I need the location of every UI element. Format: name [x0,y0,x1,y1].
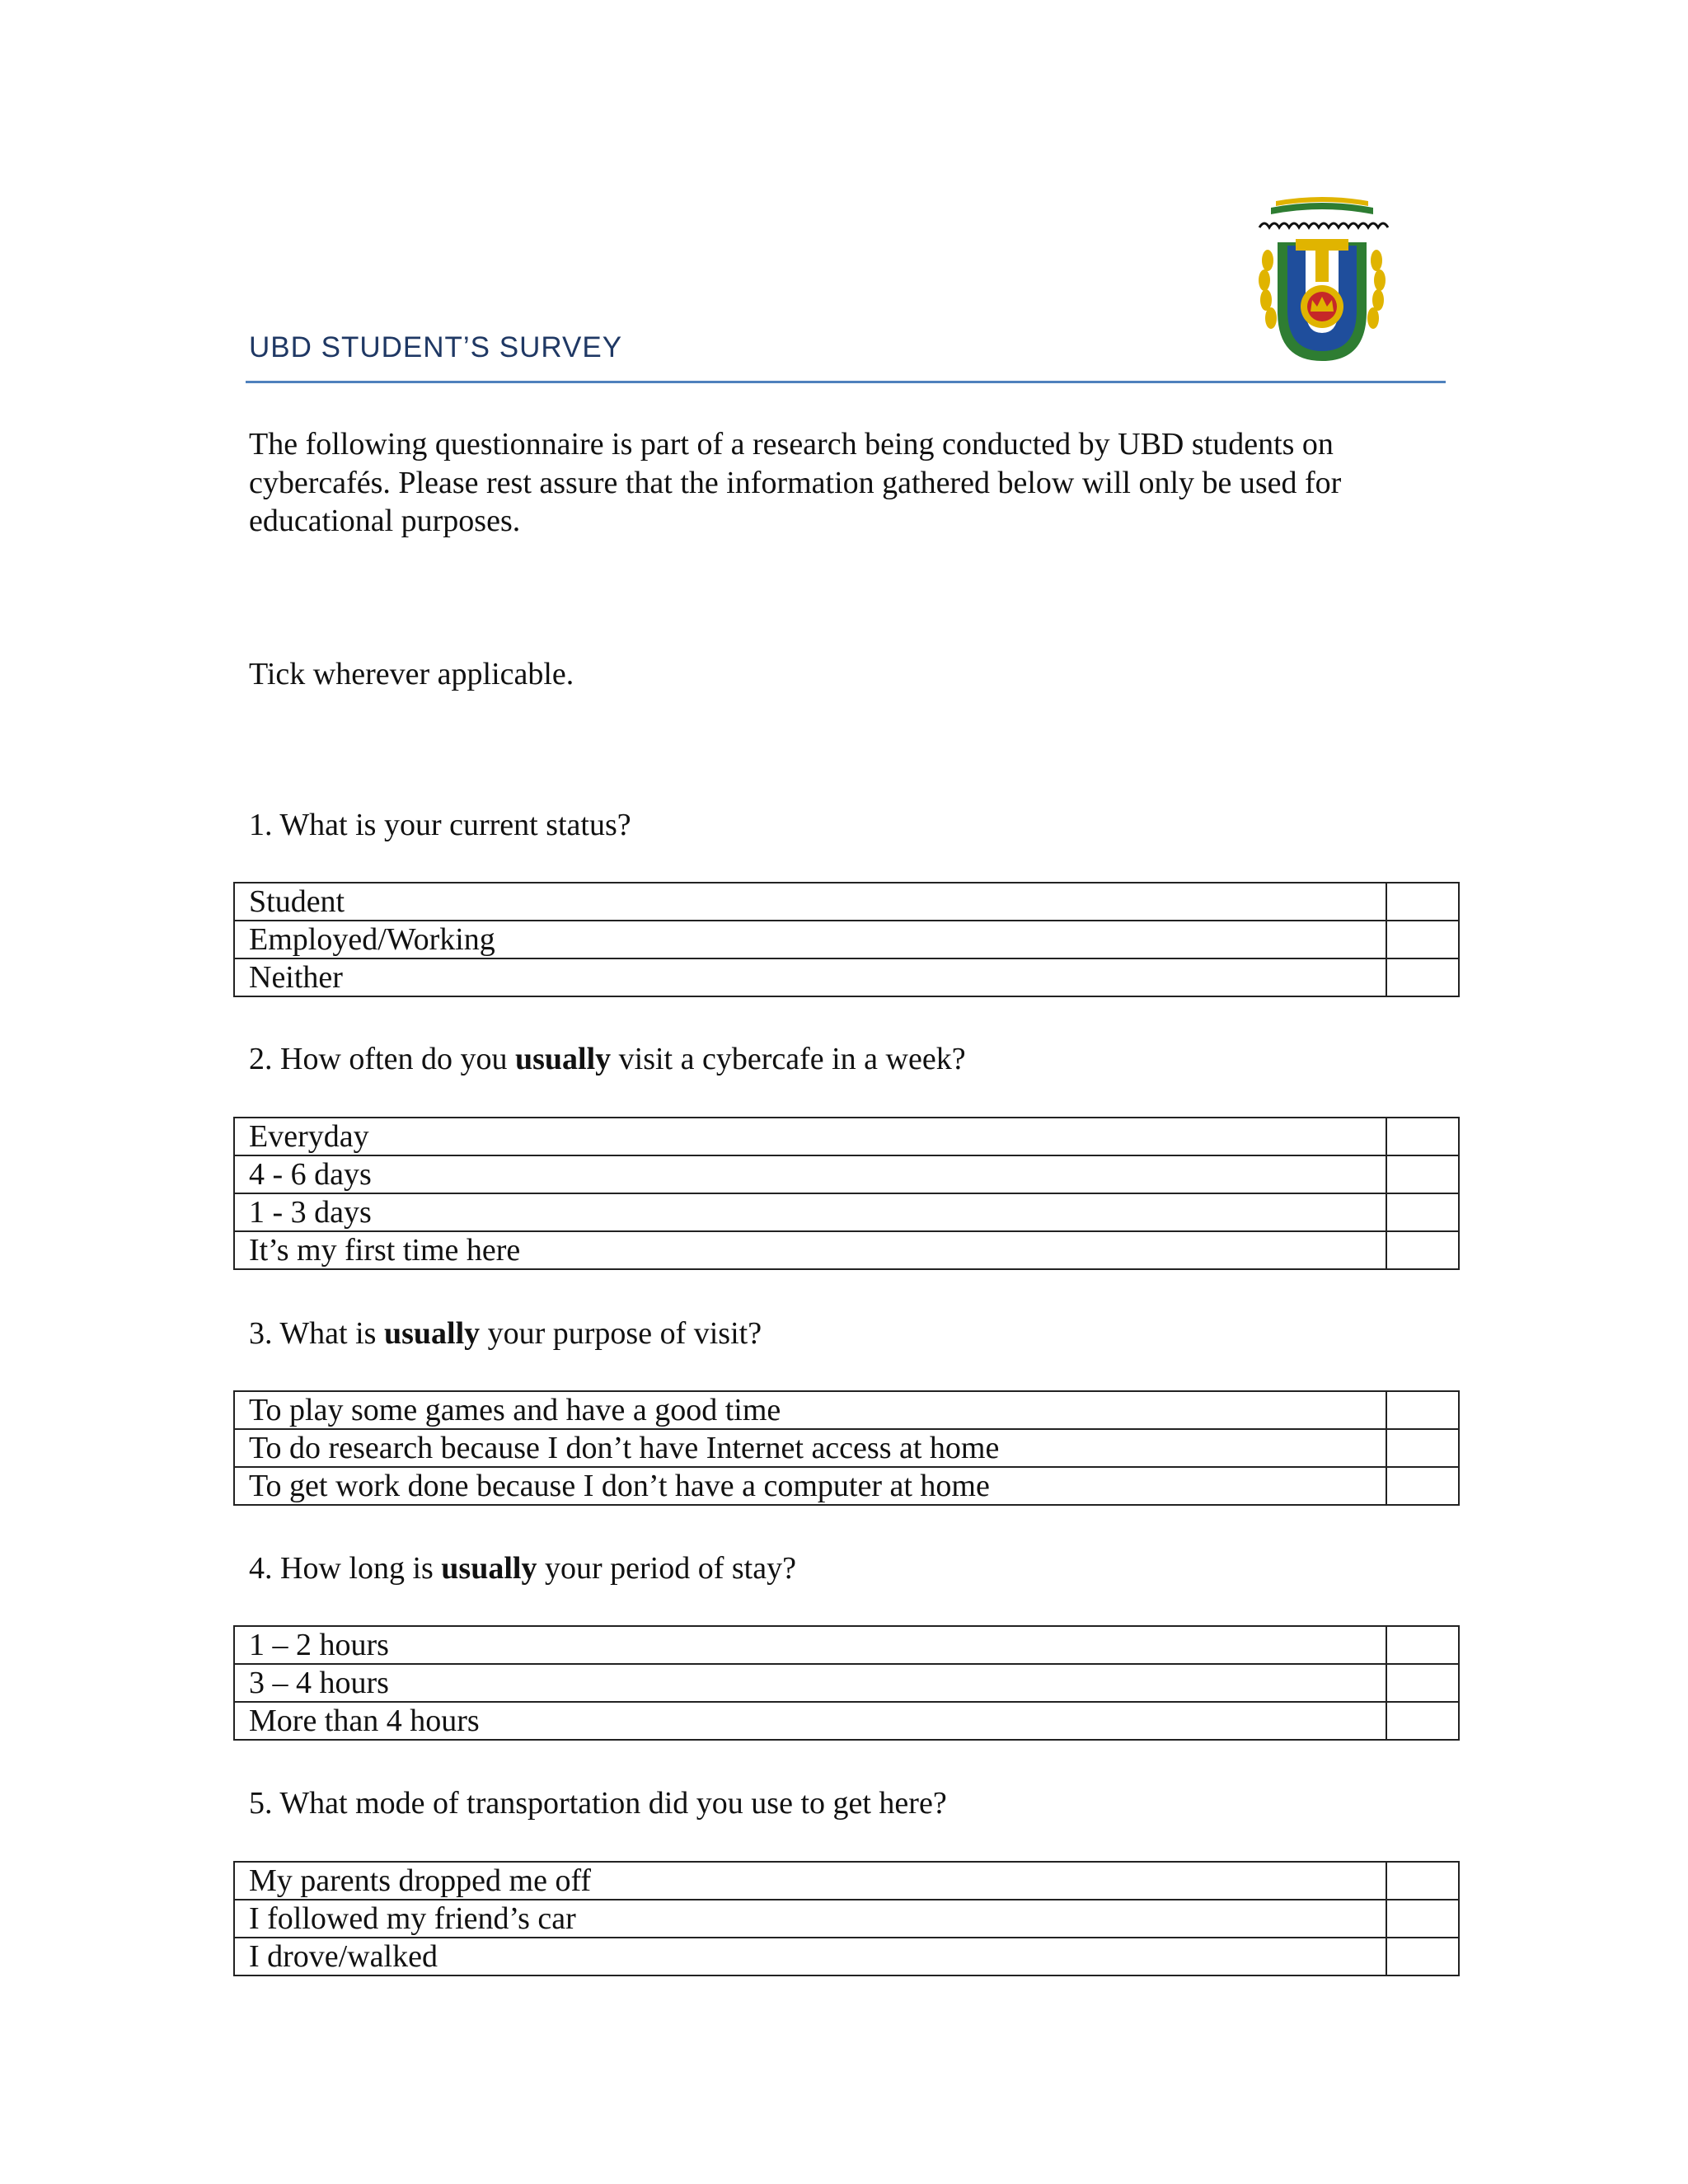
option-label: Neither [234,958,1386,996]
option-label: Student [234,883,1386,921]
option-row [234,1862,1459,1900]
question-3-options [233,1390,1460,1506]
question-text-end: your period of stay? [537,1551,796,1586]
option-label: I followed my friend’s car [234,1900,1386,1938]
tick-box[interactable] [1386,1862,1459,1900]
question-text-end: visit a cybercafe in a week? [611,1042,966,1076]
question-text: 3. What is [249,1316,384,1351]
option-label: It’s my first time here [234,1231,1386,1269]
option-label: 1 – 2 hours [234,1626,1386,1664]
tick-box[interactable] [1386,1391,1459,1429]
university-crest-logo [1246,196,1398,366]
option-label: To get work done because I don’t have a computer at home [234,1467,1386,1505]
option-label: I drove/walked [234,1938,1386,1975]
title-divider [246,381,1446,383]
option-row [234,883,1459,921]
option-label: To do research because I don’t have Internet access at home [234,1429,1386,1467]
question-1 [249,806,631,844]
option-label: 1 - 3 days [234,1193,1386,1231]
option-row [234,1429,1459,1467]
question-text: 4. How long is [249,1551,442,1586]
question-text: 1. What is your current status? [249,808,631,842]
question-4 [249,1549,796,1587]
tick-box[interactable] [1386,1900,1459,1938]
tick-box[interactable] [1386,1193,1459,1231]
option-row [234,1467,1459,1505]
intro-paragraph: The following questionnaire is part of a research being conducted by UBD students on cybercafés. Please rest assure that the information gathered below will only be used for educational purposes. [249,427,1342,538]
option-label: To play some games and have a good time [234,1391,1386,1429]
question-5-options [233,1861,1460,1976]
question-2-options [233,1117,1460,1270]
question-emphasis: usually [441,1551,537,1586]
tick-box[interactable] [1386,1467,1459,1505]
option-row [234,1155,1459,1193]
option-row [234,1938,1459,1975]
question-text: 2. How often do you [249,1042,515,1076]
question-3 [249,1315,762,1352]
question-1-options [233,882,1460,997]
tick-box[interactable] [1386,1938,1459,1975]
option-row [234,1118,1459,1155]
option-label: My parents dropped me off [234,1862,1386,1900]
tick-box[interactable] [1386,1429,1459,1467]
tick-box[interactable] [1386,921,1459,958]
tick-box[interactable] [1386,1702,1459,1740]
option-label: Everyday [234,1118,1386,1155]
option-row [234,1900,1459,1938]
tick-box[interactable] [1386,1626,1459,1664]
option-row [234,958,1459,996]
option-row [234,1664,1459,1702]
option-row [234,1231,1459,1269]
tick-box[interactable] [1386,1155,1459,1193]
instruction-text: Tick wherever applicable. [249,657,574,691]
question-emphasis: usually [514,1042,612,1076]
option-row [234,1626,1459,1664]
option-label: 3 – 4 hours [234,1664,1386,1702]
tick-box[interactable] [1386,958,1459,996]
tick-box[interactable] [1386,1118,1459,1155]
question-4-options [233,1625,1460,1741]
question-2 [249,1040,966,1078]
question-text-end: your purpose of visit? [480,1316,762,1351]
option-label: 4 - 6 days [234,1155,1386,1193]
option-row [234,1391,1459,1429]
option-row [234,1193,1459,1231]
option-row [234,921,1459,958]
survey-title: UBD STUDENT’S SURVEY [249,331,623,363]
question-emphasis: usually [383,1316,481,1351]
question-text: 5. What mode of transportation did you use to get here? [249,1786,947,1821]
option-row [234,1702,1459,1740]
tick-box[interactable] [1386,883,1459,921]
tick-box[interactable] [1386,1231,1459,1269]
option-label: More than 4 hours [234,1702,1386,1740]
option-label: Employed/Working [234,921,1386,958]
question-5 [249,1784,947,1822]
tick-box[interactable] [1386,1664,1459,1702]
